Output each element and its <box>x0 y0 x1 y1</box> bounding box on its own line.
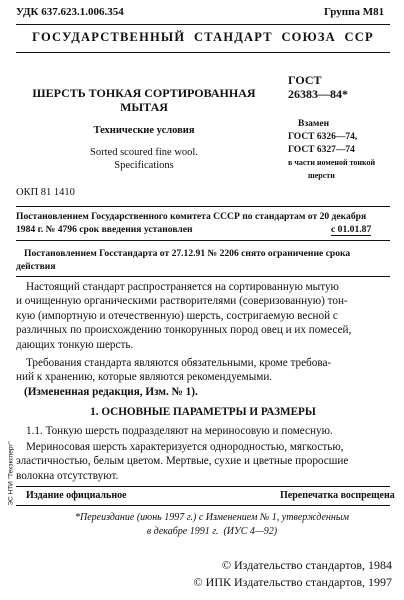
section-p2-line: волокна отсутствуют. <box>16 469 119 482</box>
section-paragraph-1: 1.1. Тонкую шерсть подразделяют на мериносовую и помесную. <box>26 425 333 437</box>
intro-p2-line: Требования стандарта являются обязательными, кроме требова- <box>26 357 332 369</box>
amendment-note: (Измененная редакция, Изм. № 1). <box>24 386 198 398</box>
intro-p2-line: ний к хранению, которые являются рекомендуемыми. <box>16 371 273 384</box>
intro-paragraph-1 <box>16 280 388 352</box>
intro-p1-line: дающих тонкую шерсть. <box>16 338 134 351</box>
official-edition-label: Издание официальное <box>26 490 127 501</box>
decree-line2: 1984 г. № 4796 срок введения установлен <box>16 224 193 235</box>
document-subtitle: Технические условия <box>93 125 195 136</box>
section-p2-line: эластичностью, белым цветом. Мертвые, сухие и цветные проросшие <box>16 455 349 468</box>
gost-label: ГОСТ <box>288 73 322 87</box>
decree-rule <box>16 240 390 241</box>
top-rule <box>16 24 390 25</box>
decree-line1: Постановлением Государственного комитета СССР по стандартам от 20 декабря <box>16 211 367 222</box>
copyright-1997: © ИПК Издательство стандартов, 1997 <box>193 575 392 589</box>
footer-rule <box>16 486 390 487</box>
intro-p1-line: различных по происхождению тонкорунных пород овец и их помесей, <box>16 324 352 337</box>
group-code: Группа М81 <box>324 6 385 18</box>
replace-gost-2: ГОСТ 6327—74 <box>288 145 355 155</box>
reissue-note-line2: в декабре 1991 г. (ИУС 4—92) <box>146 526 278 537</box>
restriction-line1: Постановлением Госстандарта от 27.12.91 № 2206 снято ограничение срока <box>24 248 351 259</box>
intro-paragraph-2 <box>16 356 388 385</box>
section-p2-line: Мериносовая шерсть характеризуется однородностью, мягкостью, <box>26 441 344 453</box>
document-title-line1: ШЕРСТЬ ТОНКАЯ СОРТИРОВАННАЯ <box>32 86 256 100</box>
reissue-note-line1: *Переиздание (июнь 1997 г.) с Изменением № 1, утвержденным <box>75 512 349 523</box>
banner-rule <box>16 52 390 53</box>
udk-code: УДК 637.623.1.006.354 <box>16 6 124 18</box>
document-title-line2: МЫТАЯ <box>120 100 168 114</box>
english-title-line1: Sorted scoured fine wool. <box>90 147 198 158</box>
footer-rule-2 <box>16 505 390 506</box>
copyright-1984: © Издательство стандартов, 1984 <box>221 558 392 572</box>
intro-p1-line: и очищенную органическими растворителями (соверизованную) тон- <box>16 295 348 308</box>
standard-banner: ГОСУДАРСТВЕННЫЙ СТАНДАРТ СОЮЗА ССР <box>32 30 374 44</box>
replace-note-2: шерсти <box>308 171 335 180</box>
gost-block <box>288 73 398 180</box>
effective-date: с 01.01.87 <box>331 224 372 235</box>
reprint-ban-label: Перепечатка воспрещена <box>280 490 395 501</box>
english-title-line2: Specifications <box>114 160 174 171</box>
okp-rule <box>16 206 390 207</box>
side-stamp: ЭС НТИ "Техэксперт" <box>7 441 15 506</box>
restriction-rule <box>16 276 390 277</box>
okp-code: ОКП 81 1410 <box>16 187 75 198</box>
section-heading: 1. ОСНОВНЫЕ ПАРАМЕТРЫ И РАЗМЕРЫ <box>90 406 316 418</box>
section-paragraph-2 <box>16 440 388 483</box>
replace-note-1: в части номеной тонкой <box>288 158 376 167</box>
intro-p1-line: кую (импортную и отечественную) шерсть, состригаемую весной с <box>16 309 338 322</box>
replace-label: Взамен <box>298 119 330 129</box>
intro-p1-line: Настоящий стандарт распространяется на сортированную мытую <box>26 281 339 293</box>
title-block <box>16 86 272 172</box>
restriction-line2: действия <box>16 261 56 272</box>
replace-gost-1: ГОСТ 6326—74, <box>288 132 358 142</box>
gost-number: 26383—84* <box>288 87 348 101</box>
